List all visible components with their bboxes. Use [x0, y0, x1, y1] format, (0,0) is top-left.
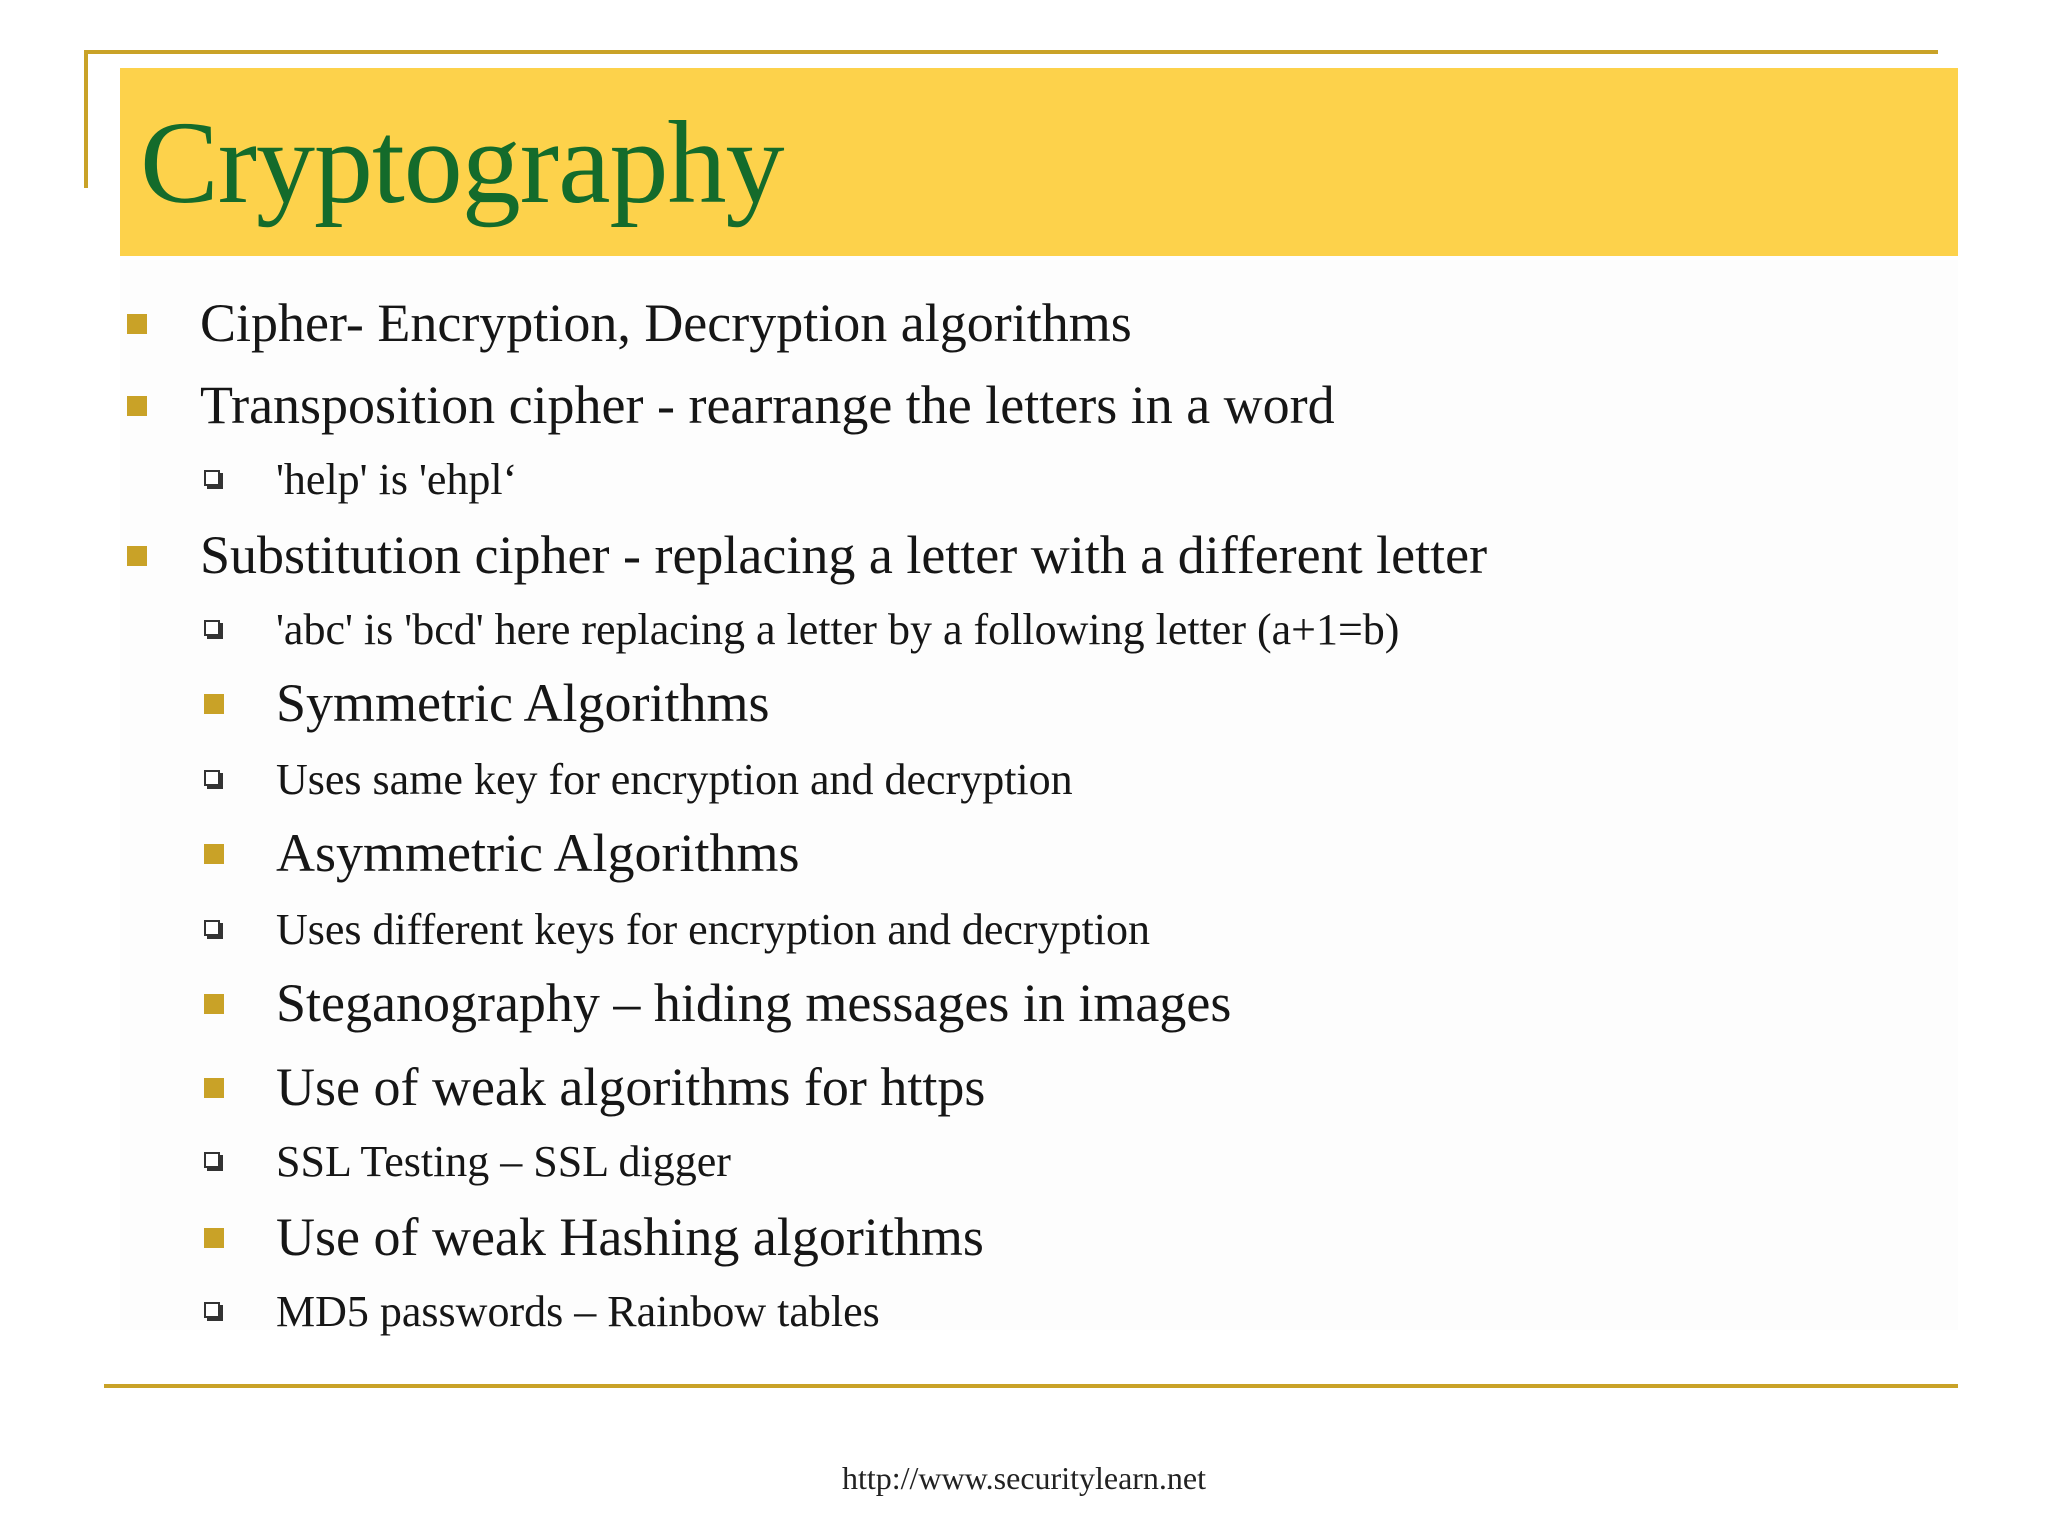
- hollow-square-bullet-icon: [204, 470, 220, 486]
- bullet-text: Transposition cipher - rearrange the letters in a word: [200, 375, 1335, 435]
- bullet-item: [0, 972, 1900, 1042]
- sub-bullet-item: [0, 604, 1900, 660]
- sub-bullet-text: MD5 passwords – Rainbow tables: [276, 1287, 880, 1336]
- sub-bullet-text: Uses different keys for encryption and decryption: [276, 905, 1151, 954]
- bullet-item: [0, 524, 1900, 594]
- bullet-item: [0, 672, 1900, 742]
- sub-bullet-item: [0, 1286, 1900, 1342]
- sub-bullet-text: SSL Testing – SSL digger: [276, 1137, 731, 1186]
- bottom-accent-line: [104, 1384, 1958, 1388]
- top-accent-line: [84, 50, 1938, 54]
- bullet-item: [0, 822, 1900, 892]
- filled-square-bullet-icon: [127, 314, 147, 334]
- hollow-square-bullet-icon: [204, 1152, 220, 1168]
- sub-bullet-item: [0, 1136, 1900, 1192]
- filled-square-bullet-icon: [127, 396, 147, 416]
- bullet-text: Cipher- Encryption, Decryption algorithms: [200, 293, 1132, 353]
- sub-bullet-item: [0, 454, 1900, 510]
- sub-bullet-item: [0, 904, 1900, 960]
- bullet-text: Use of weak algorithms for https: [276, 1057, 986, 1117]
- hollow-square-bullet-icon: [204, 770, 220, 786]
- bullet-text: Steganography – hiding messages in images: [276, 973, 1232, 1033]
- sub-bullet-text: 'help' is 'ehpl‘: [276, 455, 518, 504]
- footer-url: http://www.securitylearn.net: [841, 1460, 1207, 1496]
- hollow-square-bullet-icon: [204, 920, 220, 936]
- filled-square-bullet-icon: [204, 844, 224, 864]
- filled-square-bullet-icon: [127, 546, 147, 566]
- bullet-text: Asymmetric Algorithms: [276, 823, 800, 883]
- filled-square-bullet-icon: [204, 1078, 224, 1098]
- sub-bullet-item: [0, 754, 1900, 810]
- filled-square-bullet-icon: [204, 1228, 224, 1248]
- bullet-item: [0, 1056, 1900, 1126]
- hollow-square-bullet-icon: [204, 1302, 220, 1318]
- hollow-square-bullet-icon: [204, 620, 220, 636]
- sub-bullet-text: 'abc' is 'bcd' here replacing a letter by a following letter (a+1=b): [276, 605, 1400, 654]
- filled-square-bullet-icon: [204, 694, 224, 714]
- sub-bullet-text: Uses same key for encryption and decryption: [276, 755, 1073, 804]
- bullet-item: [0, 1206, 1900, 1276]
- bullet-text: Use of weak Hashing algorithms: [276, 1207, 984, 1267]
- bullet-text: Substitution cipher - replacing a letter with a different letter: [200, 525, 1488, 585]
- left-accent-line: [84, 50, 88, 188]
- filled-square-bullet-icon: [204, 994, 224, 1014]
- bullet-item: [0, 374, 1900, 444]
- slide-title: Cryptography: [140, 97, 784, 228]
- bullet-text: Symmetric Algorithms: [276, 673, 770, 733]
- bullet-item: [0, 292, 1900, 362]
